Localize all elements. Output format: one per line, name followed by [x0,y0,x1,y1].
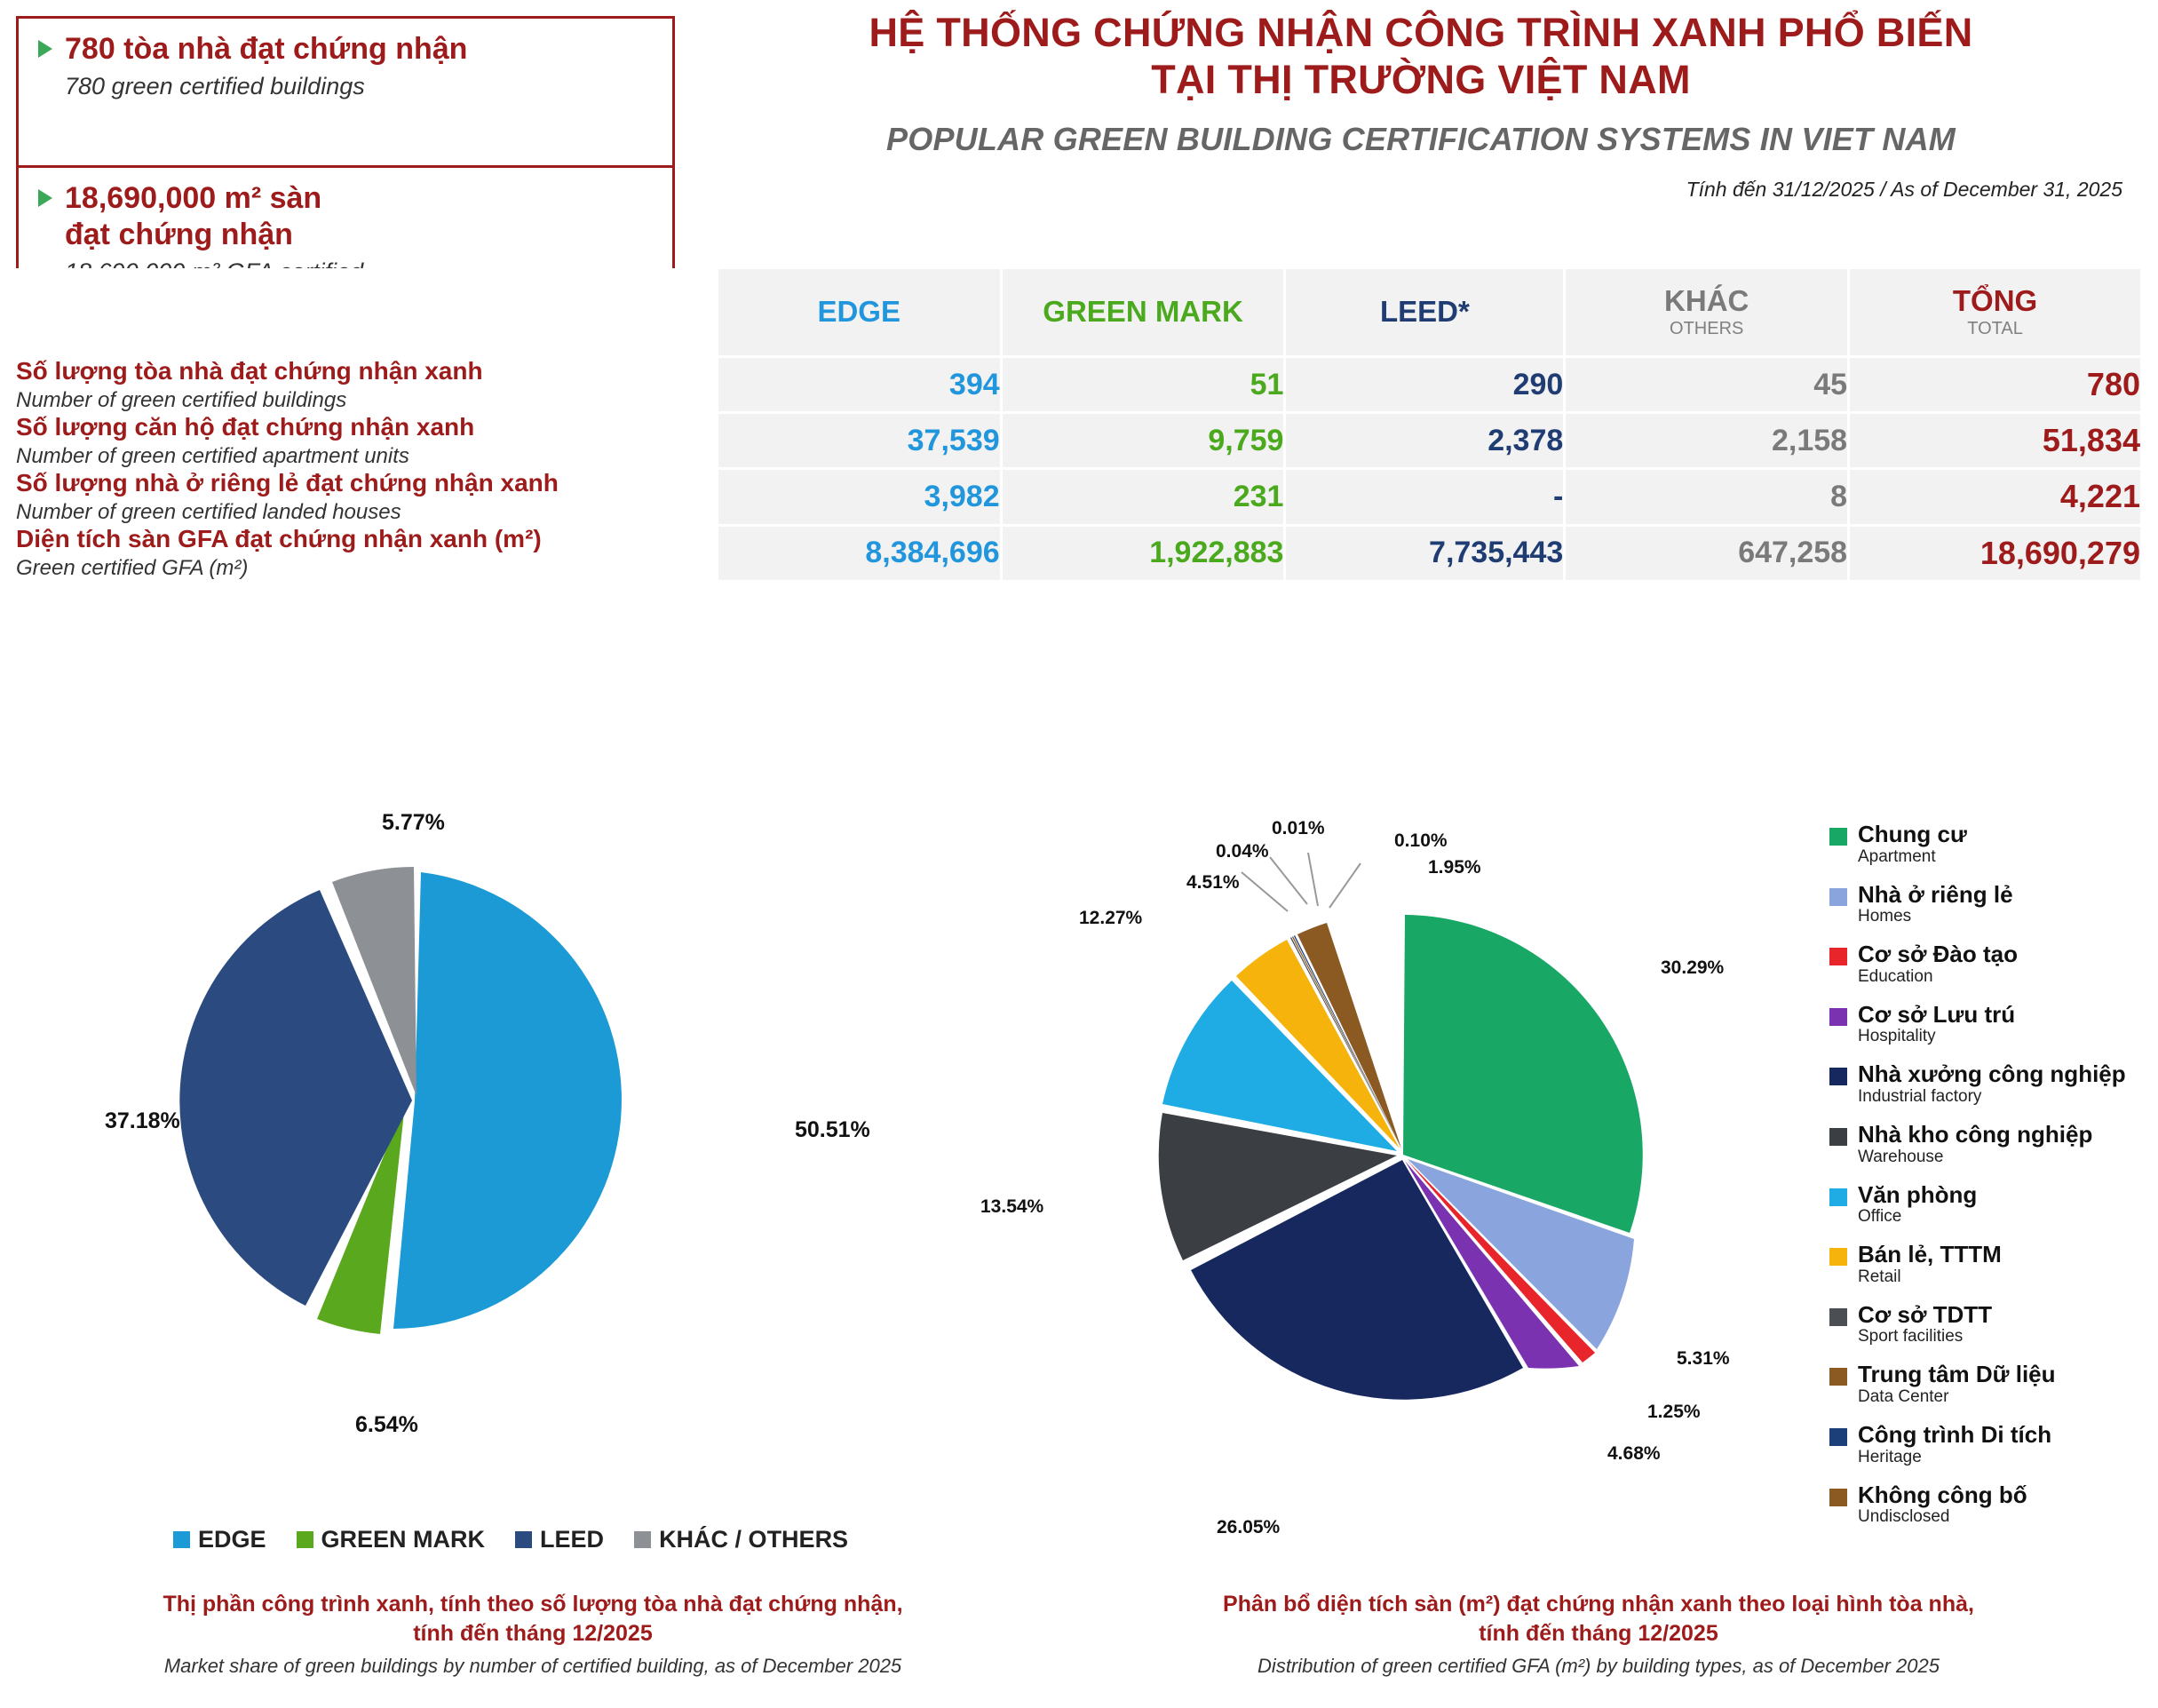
cell-apartments-greenmark: 9,759 [1001,413,1285,469]
pie1-caption-vn-line2: tính đến tháng 12/2025 [413,1620,653,1646]
row-label-vn: Diện tích sàn GFA đạt chứng nhận xanh (m²) [16,525,542,553]
pie2-label-warehouse: 13.54% [980,1196,1044,1217]
legend-label-en: Hospitality [1858,1027,1936,1046]
cell-houses-leed: - [1285,469,1565,525]
kpi-gfa-value-vn-line1: 18,690,000 m² sàn [65,181,322,215]
table-header-blank [16,268,717,357]
legend-item-leed[interactable] [515,1526,604,1553]
legend-item-others[interactable] [634,1526,848,1553]
legend-label-en: Sport facilities [1858,1327,1964,1347]
table-header-total-sub: TOTAL [1967,319,2023,339]
legend-item-data-center[interactable] [1829,1362,2126,1407]
table-row [16,469,2142,525]
legend-swatch-icon [1829,1368,1847,1386]
cell-apartments-edge: 37,539 [717,413,1001,469]
legend-swatch-icon [1829,888,1847,906]
row-label-vn: Số lượng nhà ở riêng lẻ đạt chứng nhận xanh [16,468,559,497]
pie2-label-data-center: 0.01% [1272,818,1325,838]
cell-gfa-leed: 7,735,443 [1285,525,1565,581]
page-title-vn-line2: TẠI THỊ TRƯỜNG VIỆT NAM [1151,57,1691,103]
pie2-label-hospitality: 4.68% [1607,1443,1661,1464]
pie1-label-green-mark: 6.54% [355,1412,418,1437]
pie2-caption-en: Distribution of green certified GFA (m²) by building types, as of December 2025 [1258,1655,1940,1677]
pie2-label-education: 1.25% [1647,1402,1701,1422]
legend-label-vn: Cơ sở TDTT [1858,1300,1993,1328]
pie-chart-2-svg [1083,826,1723,1483]
pie2-caption-vn-line1: Phân bổ diện tích sàn (m²) đạt chứng nhận xanh theo loại hình tòa nhà, [1223,1592,1974,1617]
row-label-gfa [16,525,717,581]
cell-buildings-total: 780 [1849,357,2142,413]
legend-label-en: Undisclosed [1858,1507,1950,1527]
cell-houses-total: 4,221 [1849,469,2142,525]
leader-line [1329,863,1361,908]
kpi-buildings-value-en: 780 green certified buildings [65,72,365,99]
legend-label-en: Homes [1858,907,1912,926]
leader-line [1308,853,1318,906]
table-header-leed [1285,268,1565,357]
cell-gfa-total: 18,690,279 [1849,525,2142,581]
table-header-edge-label: EDGE [817,295,900,329]
legend-swatch-icon [1829,1428,1847,1446]
legend-label-green-mark: GREEN MARK [321,1526,486,1553]
pie2-label-homes: 5.31% [1677,1348,1730,1369]
row-label-landed-houses [16,469,717,525]
pie1-caption-vn-line1: Thị phần công trình xanh, tính theo số lượng tòa nhà đạt chứng nhận, [163,1592,903,1617]
legend-item-office[interactable] [1829,1182,2126,1227]
kpi-buildings [19,19,672,165]
pie1-label-others: 5.77% [382,810,445,835]
certification-summary-table [16,266,2143,583]
legend-swatch-icon [1829,1248,1847,1266]
legend-label-vn: Nhà ở riêng lẻ [1858,880,2013,908]
pie1-caption-en: Market share of green buildings by number of certified building, as of December 2025 [163,1655,902,1677]
table-row [16,525,2142,581]
cell-buildings-greenmark: 51 [1001,357,1285,413]
pie2-label-retail: 4.51% [1186,872,1240,893]
legend-swatch-icon [173,1531,190,1548]
cell-apartments-others: 2,158 [1565,413,1849,469]
row-label-buildings [16,357,717,413]
row-label-en: Number of green certified apartment units [16,443,409,468]
legend-item-sport-facilities[interactable] [1829,1302,2126,1347]
as-of-date: Tính đến 31/12/2025 / As of December 31, 2025 [1686,178,2122,202]
pie2-label-heritage: 0.10% [1394,830,1448,851]
cell-gfa-edge: 8,384,696 [717,525,1001,581]
page-title-vn-line1: HỆ THỐNG CHỨNG NHẬN CÔNG TRÌNH XANH PHỔ BIẾN [869,10,1973,55]
legend-label-edge: EDGE [198,1526,266,1553]
legend-swatch-icon [297,1531,313,1548]
triangle-bullet-icon [38,189,52,207]
legend-item-green-mark[interactable] [297,1526,486,1553]
row-label-vn: Số lượng tòa nhà đạt chứng nhận xanh [16,356,483,385]
cell-buildings-others: 45 [1565,357,1849,413]
cell-houses-edge: 3,982 [717,469,1001,525]
legend-swatch-icon [1829,1068,1847,1085]
table-header-edge [717,268,1001,357]
pie2-caption-vn-line2: tính đến tháng 12/2025 [1479,1620,1718,1646]
pie2-label-industrial: 26.05% [1217,1517,1281,1537]
leader-line [1242,872,1288,911]
leader-line [1270,857,1307,904]
table-header-others-sub: OTHERS [1670,319,1744,339]
legend-label-vn: Chung cư [1858,821,1967,847]
legend-swatch-icon [1829,1128,1847,1146]
cell-apartments-leed: 2,378 [1285,413,1565,469]
legend-swatch-icon [1829,1489,1847,1506]
legend-item-education[interactable] [1829,941,2126,987]
kpi-buildings-value-vn: 780 tòa nhà đạt chứng nhận [65,32,468,66]
table-row [16,413,2142,469]
legend-item-apartment[interactable] [1829,822,2126,867]
cell-buildings-leed: 290 [1285,357,1565,413]
table-header-leed-label: LEED* [1379,295,1470,329]
legend-item-edge[interactable] [173,1526,266,1553]
kpi-gfa-value-vn-line2: đạt chứng nhận [65,217,293,251]
cell-houses-greenmark: 231 [1001,469,1285,525]
legend-label-vn: Trung tâm Dữ liệu [1858,1361,2056,1388]
pie1-label-leed: 37.18% [105,1108,180,1133]
pie2-label-undisclosed: 1.95% [1428,857,1481,878]
legend-label-en: Office [1858,1207,1902,1227]
legend-swatch-icon [1829,1308,1847,1326]
legend-label-vn: Bán lẻ, TTTM [1858,1241,2002,1268]
legend-item-undisclosed[interactable] [1829,1482,2126,1528]
pie2-label-office: 12.27% [1079,908,1143,928]
legend-item-retail[interactable] [1829,1242,2126,1287]
legend-swatch-icon [1829,1008,1847,1026]
cell-apartments-total: 51,834 [1849,413,2142,469]
cell-buildings-edge: 394 [717,357,1001,413]
legend-item-hospitality[interactable] [1829,1002,2126,1047]
table-header-row [16,268,2142,357]
page-header [702,9,2140,202]
legend-label-vn: Nhà kho công nghiệp [1858,1120,2093,1148]
legend-label-leed: LEED [540,1526,605,1553]
table-row [16,357,2142,413]
legend-label-en: Warehouse [1858,1147,1944,1166]
legend-label-en: Industrial factory [1858,1086,1982,1106]
row-label-en: Number of green certified landed houses [16,500,401,525]
pie1-caption [27,1590,1039,1678]
pie-slice-edge [393,872,622,1329]
pie2-legend [1829,822,2126,1542]
legend-swatch-icon [634,1531,651,1548]
table-header-others-label: KHÁC [1664,283,1749,317]
table-header-total-label: TỔNG [1952,283,2038,317]
legend-swatch-icon [1829,948,1847,965]
table-header-green-mark [1001,268,1285,357]
cell-houses-others: 8 [1565,469,1849,525]
row-label-vn: Số lượng căn hộ đạt chứng nhận xanh [16,412,475,441]
legend-item-industrial-factory[interactable] [1829,1061,2126,1107]
legend-label-en: Apartment [1858,846,1936,866]
pie2-label-sport: 0.04% [1216,841,1269,862]
legend-label-vn: Cơ sở Đào tạo [1858,941,2018,968]
cell-gfa-greenmark: 1,922,883 [1001,525,1285,581]
page-title-en: POPULAR GREEN BUILDING CERTIFICATION SYSTEMS IN VIET NAM [886,121,1956,158]
pie1-label-edge: 50.51% [795,1117,870,1142]
table-header-total [1849,268,2142,357]
pie2-caption [1075,1590,2122,1678]
row-label-en: Green certified GFA (m²) [16,556,249,581]
legend-label-en: Heritage [1858,1447,1922,1466]
legend-label-vn: Cơ sở Lưu trú [1858,1000,2016,1028]
pie2-label-apartment: 30.29% [1661,957,1725,978]
table-header-others [1565,268,1849,357]
legend-label-vn: Công trình Di tích [1858,1420,2052,1448]
legend-item-heritage[interactable] [1829,1422,2126,1467]
pie1-legend [173,1526,848,1553]
legend-item-homes[interactable] [1829,882,2126,927]
legend-swatch-icon [515,1531,532,1548]
triangle-bullet-icon [38,40,52,58]
legend-label-vn: Không công bố [1858,1481,2027,1508]
cell-gfa-others: 647,258 [1565,525,1849,581]
legend-label-en: Retail [1858,1267,1901,1286]
legend-label-vn: Văn phòng [1858,1180,1978,1208]
row-label-apartments [16,413,717,469]
row-label-en: Number of green certified buildings [16,387,347,412]
legend-swatch-icon [1829,828,1847,846]
legend-label-en: Data Center [1858,1386,1949,1406]
legend-label-en: Education [1858,966,1933,986]
legend-label-others: KHÁC / OTHERS [659,1526,849,1553]
legend-swatch-icon [1829,1188,1847,1206]
pie-chart-1-svg [107,782,728,1474]
table-header-green-mark-label: GREEN MARK [1043,295,1243,329]
legend-label-vn: Nhà xưởng công nghiệp [1858,1061,2126,1088]
legend-item-warehouse[interactable] [1829,1122,2126,1167]
